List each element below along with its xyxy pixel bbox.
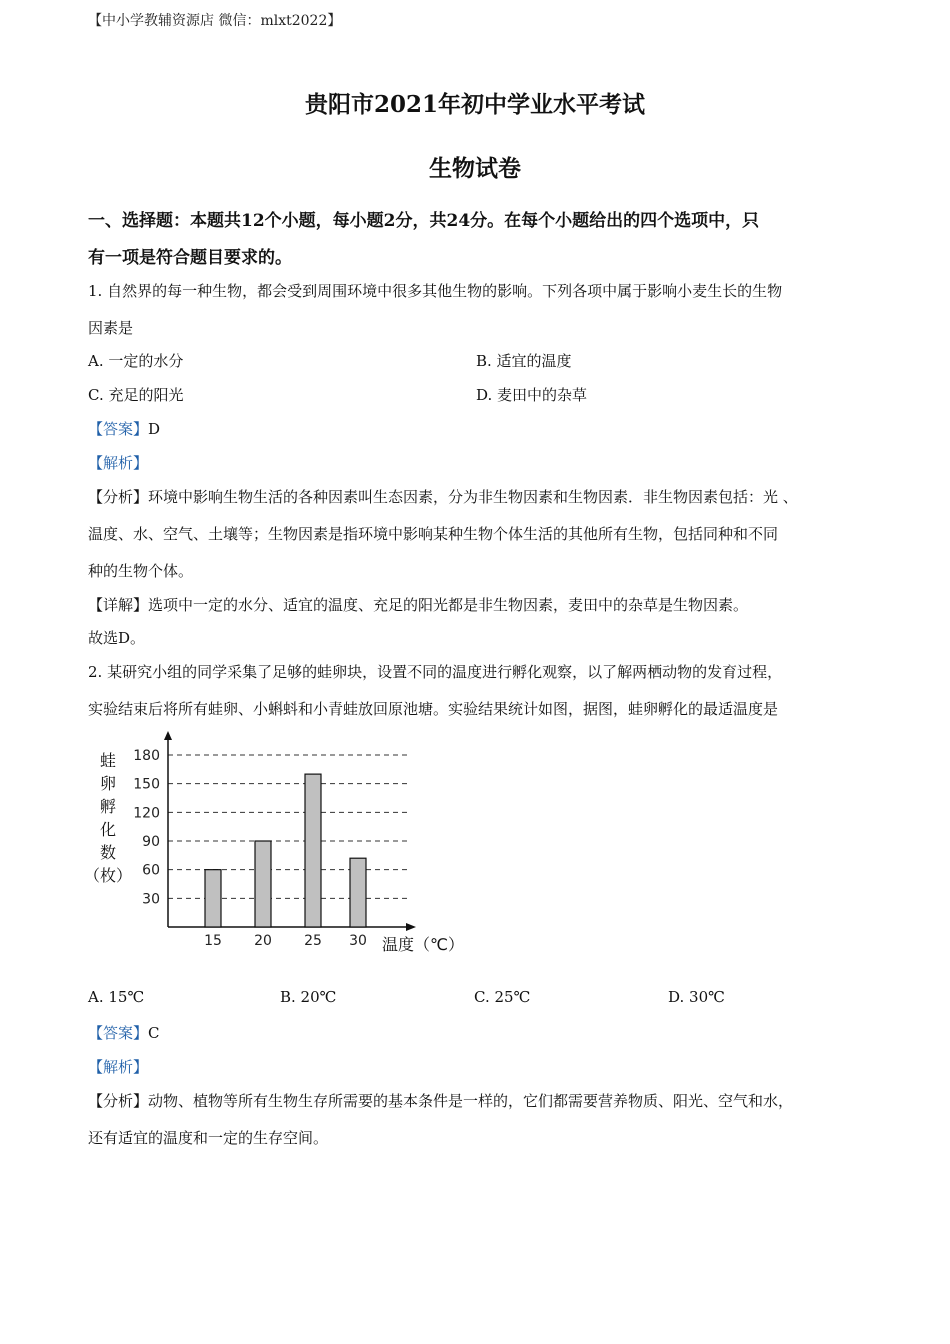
q2-analysis-line2: 还有适宜的温度和一定的生存空间。 [88, 1129, 329, 1147]
x-tick-label: 15 [204, 933, 222, 949]
q1-answer [88, 418, 160, 439]
y-tick-label: 90 [142, 834, 160, 850]
y-axis-label-char: 蛙 [99, 751, 117, 770]
y-axis-label-char: 化 [99, 820, 117, 839]
analysis-tag: 【分析】 [88, 488, 149, 506]
y-axis-label-char: 卵 [99, 774, 117, 793]
y-axis-arrow [164, 731, 172, 740]
answer-tag: 【答案】 [88, 1024, 149, 1042]
q1-stem-line1: 1. 自然界的每一种生物，都会受到周围环境中很多其他生物的影响。下列各项中属于影响小麦生长的生物 [88, 282, 783, 300]
q2-option-a: A. 15℃ [88, 988, 145, 1006]
y-axis-label-char: 孵 [99, 797, 117, 816]
exam-subtitle: 生物试卷 [429, 155, 521, 182]
q2-option-d: D. 30℃ [668, 988, 725, 1006]
analysis-text: 动物、植物等所有生物生存所需要的基本条件是一样的，它们都需要营养物质、阳光、空气和水， [148, 1092, 794, 1110]
x-tick-label: 20 [254, 933, 272, 949]
watermark-header: 【中小学教辅资源店 微信：mlxt2022】 [88, 13, 342, 29]
q1-detail [88, 594, 748, 615]
q2-stem-line1: 2. 某研究小组的同学采集了足够的蛙卵块，设置不同的温度进行孵化观察，以了解两栖动物的发育过程， [88, 663, 783, 681]
analysis-text: 环境中影响生物生活的各种因素叫生态因素，分为非生物因素和生物因素．非生物因素包括：光 、 [148, 488, 798, 506]
q1-option-c: C. 充足的阳光 [88, 386, 184, 404]
q2-explain-tag: 【解析】 [88, 1058, 149, 1076]
q1-option-b: B. 适宜的温度 [476, 352, 572, 370]
section-heading-line1: 一、选择题：本题共12个小题，每小题2分，共24分。在每个小题给出的四个选项中，只 [88, 211, 760, 231]
q2-answer [88, 1022, 160, 1043]
y-tick-label: 120 [133, 805, 160, 822]
detail-tag: 【详解】 [88, 596, 149, 614]
q2-stem-line2: 实验结束后将所有蛙卵、小蝌蚪和小青蛙放回原池塘。实验结果统计如图，据图，蛙卵孵化的最适温度是 [88, 700, 779, 718]
q1-stem-line2: 因素是 [88, 319, 134, 337]
q2-option-b: B. 20℃ [280, 988, 337, 1006]
x-axis-label: 温度（℃） [382, 935, 464, 954]
y-tick-label: 180 [133, 748, 160, 764]
bar-30 [350, 858, 366, 927]
answer-value: C [148, 1024, 160, 1042]
q1-analysis-line1 [88, 486, 798, 507]
y-tick-label: 60 [142, 862, 160, 879]
x-tick-label: 25 [304, 933, 322, 949]
q2-analysis-line1 [88, 1090, 793, 1111]
answer-tag: 【答案】 [88, 420, 149, 438]
q1-explain-tag: 【解析】 [88, 454, 149, 472]
answer-value: D [148, 420, 161, 438]
y-axis-label-char: （枚） [83, 866, 133, 885]
q2-option-c: C. 25℃ [474, 988, 531, 1006]
x-tick-label: 30 [349, 933, 367, 949]
q1-option-a: A. 一定的水分 [88, 352, 184, 370]
q1-analysis-line3: 种的生物个体。 [88, 562, 194, 580]
hatching-bar-chart [82, 728, 482, 960]
x-axis-arrow [406, 923, 416, 931]
exam-title: 贵阳市2021年初中学业水平考试 [304, 91, 645, 118]
bar-25 [305, 774, 321, 927]
q1-analysis-line2: 温度、水、空气、土壤等；生物因素是指环境中影响某种生物个体生活的其他所有生物，包括同种和不同 [88, 525, 779, 543]
y-axis-label-char: 数 [99, 843, 117, 862]
bar-20 [255, 841, 271, 927]
bar-15 [205, 870, 221, 927]
y-tick-label: 150 [133, 776, 160, 793]
q1-conclusion: 故选D。 [88, 629, 146, 647]
section-heading-line2: 有一项是符合题目要求的。 [88, 248, 292, 268]
detail-text: 选项中一定的水分、适宜的温度、充足的阳光都是非生物因素，麦田中的杂草是生物因素。 [148, 596, 749, 614]
y-tick-label: 30 [142, 891, 160, 908]
q1-option-d: D. 麦田中的杂草 [476, 386, 588, 404]
analysis-tag: 【分析】 [88, 1092, 149, 1110]
